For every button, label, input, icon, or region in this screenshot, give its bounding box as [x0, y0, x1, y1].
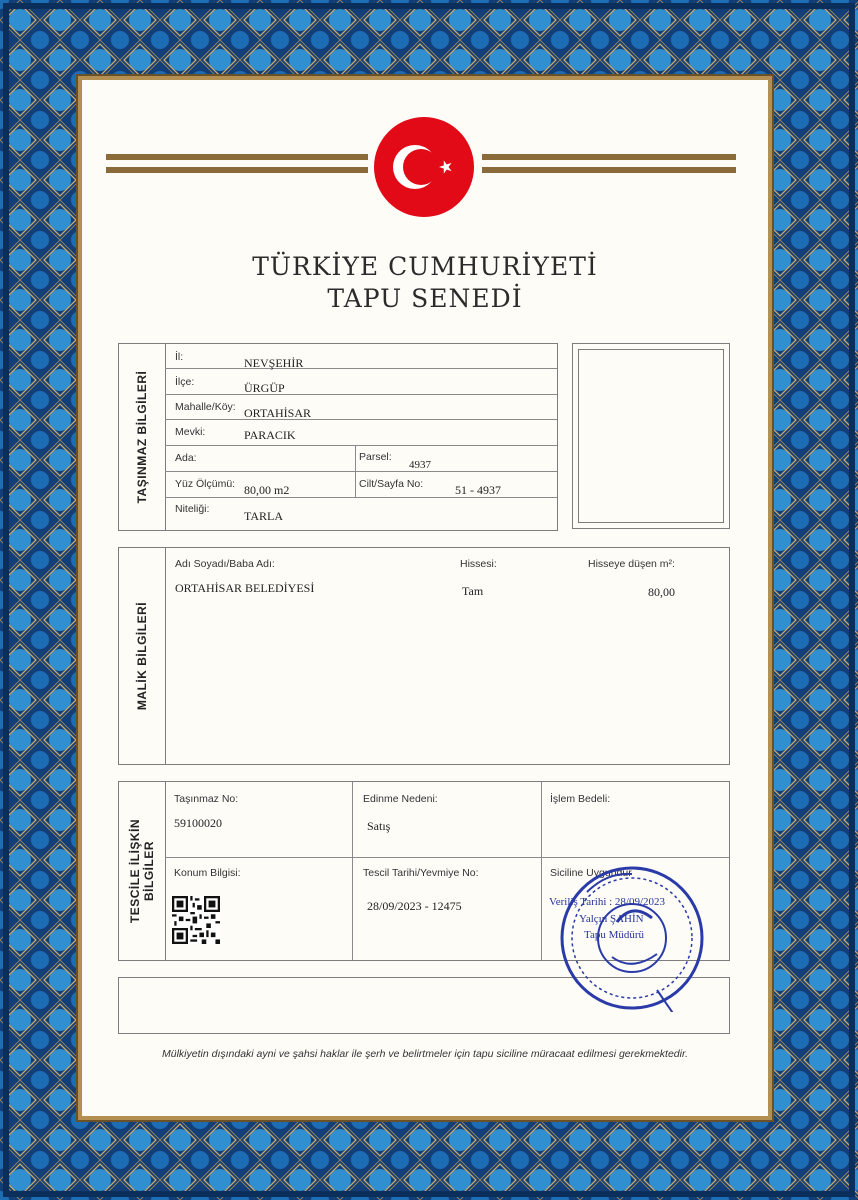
- photo-frame: [572, 343, 730, 529]
- nitelik-label: Niteliği:: [175, 503, 210, 515]
- share-area-value: 80,00: [648, 585, 675, 599]
- mahalle-value: ORTAHİSAR: [244, 406, 311, 420]
- siciline-uygundur-label: Siciline Uygundur: [550, 867, 632, 879]
- ilce-value: ÜRGÜP: [244, 381, 285, 395]
- left-gold-bars: [106, 154, 368, 176]
- qr-code-icon: [172, 896, 220, 944]
- ada-label: Ada:: [175, 452, 197, 464]
- turkish-flag-icon: [373, 116, 475, 218]
- registration-section-label: TESCİLE İLİŞKİN BİLGİLER: [128, 818, 156, 924]
- mevki-value: PARACIK: [244, 428, 296, 442]
- share-area-label: Hisseye düşen m²:: [588, 558, 675, 570]
- yuz-olcumu-value: 80,00 m2: [244, 483, 290, 497]
- edinme-nedeni-value: Satış: [367, 819, 391, 833]
- official-seal: [549, 862, 707, 1012]
- owner-section-label: MALİK BİLGİLERİ: [135, 601, 149, 711]
- seal-date: Veriliş Tarihi : 28/09/2023: [549, 896, 666, 908]
- parsel-value: 4937: [409, 459, 431, 471]
- property-info-section: [118, 343, 558, 531]
- il-label: İl:: [175, 351, 184, 363]
- property-section-label: TAŞINMAZ BİLGİLERİ: [135, 370, 149, 504]
- mahalle-label: Mahalle/Köy:: [175, 401, 236, 413]
- share-label: Hissesi:: [460, 558, 497, 570]
- footer-note: Mülkiyetin dışındaki ayni ve şahsi haklar ile şerh ve belirtmeler için tapu siciline müracaat edilmesi gerekmektedir.: [162, 1048, 688, 1060]
- mevki-label: Mevki:: [175, 426, 206, 438]
- document-title-line1: TÜRKİYE CUMHURİYETİ: [252, 252, 598, 281]
- owner-name-value: ORTAHİSAR BELEDİYESİ: [175, 581, 315, 595]
- konum-bilgisi-label: Konum Bilgisi:: [174, 867, 241, 879]
- cilt-sayfa-label: Cilt/Sayfa No:: [359, 478, 424, 490]
- deed-paper: [82, 80, 768, 1116]
- seal-title: Tapu Müdürü: [584, 929, 645, 941]
- tasinmaz-no-label: Taşınmaz No:: [174, 793, 239, 805]
- tescil-tarihi-label: Tescil Tarihi/Yevmiye No:: [363, 867, 479, 879]
- nitelik-value: TARLA: [244, 509, 284, 523]
- tescil-tarihi-value: 28/09/2023 - 12475: [367, 899, 462, 913]
- owner-name-label: Adı Soyadı/Baba Adı:: [175, 558, 275, 570]
- islem-bedeli-label: İşlem Bedeli:: [550, 793, 611, 805]
- edinme-nedeni-label: Edinme Nedeni:: [363, 793, 438, 805]
- document-title-line2: TAPU SENEDİ: [327, 284, 523, 313]
- share-value: Tam: [462, 584, 484, 598]
- parsel-label: Parsel:: [359, 451, 392, 463]
- right-gold-bars: [482, 154, 736, 176]
- il-value: NEVŞEHİR: [244, 356, 304, 370]
- cilt-sayfa-value: 51 - 4937: [455, 483, 501, 497]
- owner-info-section: [118, 547, 730, 765]
- seal-name: Yalçın ŞAHİN: [579, 913, 644, 925]
- ilce-label: İlçe:: [175, 376, 195, 388]
- yuz-olcumu-label: Yüz Ölçümü:: [175, 478, 236, 490]
- tasinmaz-no-value: 59100020: [174, 816, 222, 830]
